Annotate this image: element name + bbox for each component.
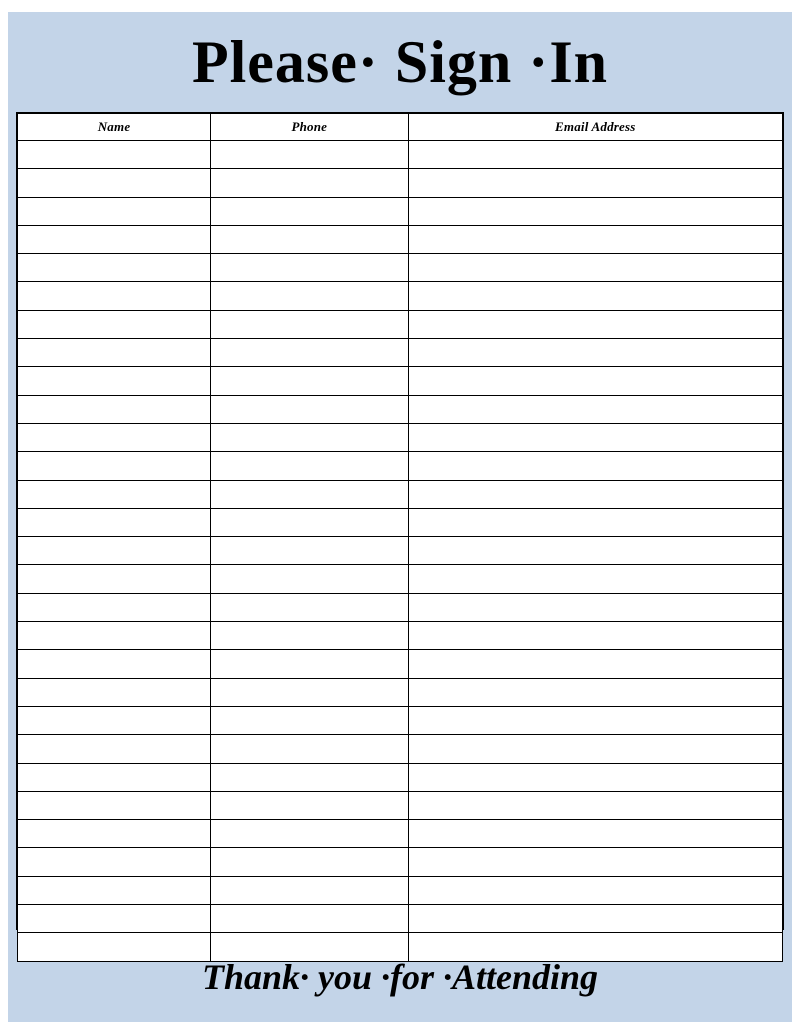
cell-phone[interactable] bbox=[211, 197, 409, 225]
cell-email[interactable] bbox=[408, 508, 782, 536]
cell-phone[interactable] bbox=[211, 678, 409, 706]
title-band bbox=[8, 12, 792, 112]
cell-email[interactable] bbox=[408, 706, 782, 734]
cell-name[interactable] bbox=[18, 791, 211, 819]
cell-email[interactable] bbox=[408, 254, 782, 282]
table-row bbox=[18, 905, 783, 933]
cell-email[interactable] bbox=[408, 395, 782, 423]
cell-email[interactable] bbox=[408, 876, 782, 904]
cell-email[interactable] bbox=[408, 537, 782, 565]
cell-phone[interactable] bbox=[211, 423, 409, 451]
cell-name[interactable] bbox=[18, 423, 211, 451]
cell-name[interactable] bbox=[18, 905, 211, 933]
cell-phone[interactable] bbox=[211, 339, 409, 367]
table-row bbox=[18, 706, 783, 734]
cell-phone[interactable] bbox=[211, 480, 409, 508]
cell-email[interactable] bbox=[408, 367, 782, 395]
cell-phone[interactable] bbox=[211, 508, 409, 536]
cell-email[interactable] bbox=[408, 480, 782, 508]
table-row bbox=[18, 650, 783, 678]
cell-email[interactable] bbox=[408, 820, 782, 848]
table-row bbox=[18, 197, 783, 225]
table-row bbox=[18, 282, 783, 310]
cell-phone[interactable] bbox=[211, 395, 409, 423]
cell-email[interactable] bbox=[408, 848, 782, 876]
table-row bbox=[18, 452, 783, 480]
cell-name[interactable] bbox=[18, 706, 211, 734]
table-row bbox=[18, 565, 783, 593]
table-row bbox=[18, 537, 783, 565]
cell-email[interactable] bbox=[408, 763, 782, 791]
cell-name[interactable] bbox=[18, 282, 211, 310]
table-row bbox=[18, 848, 783, 876]
cell-email[interactable] bbox=[408, 735, 782, 763]
cell-phone[interactable] bbox=[211, 735, 409, 763]
cell-name[interactable] bbox=[18, 339, 211, 367]
cell-phone[interactable] bbox=[211, 650, 409, 678]
cell-email[interactable] bbox=[408, 423, 782, 451]
table-row bbox=[18, 395, 783, 423]
table-row bbox=[18, 480, 783, 508]
cell-name[interactable] bbox=[18, 310, 211, 338]
cell-email[interactable] bbox=[408, 282, 782, 310]
table-row bbox=[18, 763, 783, 791]
cell-email[interactable] bbox=[408, 622, 782, 650]
table-row bbox=[18, 678, 783, 706]
cell-email[interactable] bbox=[408, 225, 782, 253]
cell-name[interactable] bbox=[18, 480, 211, 508]
column-header-name: Name bbox=[18, 114, 211, 141]
cell-name[interactable] bbox=[18, 367, 211, 395]
cell-email[interactable] bbox=[408, 339, 782, 367]
cell-phone[interactable] bbox=[211, 905, 409, 933]
cell-name[interactable] bbox=[18, 678, 211, 706]
table-row bbox=[18, 367, 783, 395]
table-row bbox=[18, 225, 783, 253]
cell-phone[interactable] bbox=[211, 225, 409, 253]
cell-phone[interactable] bbox=[211, 848, 409, 876]
cell-phone[interactable] bbox=[211, 622, 409, 650]
table-row bbox=[18, 508, 783, 536]
column-header-email: Email Address bbox=[408, 114, 782, 141]
cell-phone[interactable] bbox=[211, 367, 409, 395]
cell-email[interactable] bbox=[408, 169, 782, 197]
cell-phone[interactable] bbox=[211, 310, 409, 338]
table-header bbox=[18, 114, 783, 141]
cell-phone[interactable] bbox=[211, 452, 409, 480]
cell-phone[interactable] bbox=[211, 820, 409, 848]
cell-name[interactable] bbox=[18, 622, 211, 650]
cell-name[interactable] bbox=[18, 735, 211, 763]
cell-name[interactable] bbox=[18, 820, 211, 848]
cell-name[interactable] bbox=[18, 763, 211, 791]
cell-name[interactable] bbox=[18, 452, 211, 480]
cell-name[interactable] bbox=[18, 508, 211, 536]
cell-name[interactable] bbox=[18, 876, 211, 904]
table-row bbox=[18, 141, 783, 169]
page-title: Please· Sign ·In bbox=[191, 29, 609, 95]
cell-phone[interactable] bbox=[211, 791, 409, 819]
cell-email[interactable] bbox=[408, 650, 782, 678]
cell-email[interactable] bbox=[408, 791, 782, 819]
cell-phone[interactable] bbox=[211, 282, 409, 310]
cell-email[interactable] bbox=[408, 593, 782, 621]
cell-name[interactable] bbox=[18, 848, 211, 876]
cell-phone[interactable] bbox=[211, 706, 409, 734]
cell-name[interactable] bbox=[18, 593, 211, 621]
table-row bbox=[18, 820, 783, 848]
table-row bbox=[18, 339, 783, 367]
table-row bbox=[18, 423, 783, 451]
table-row bbox=[18, 622, 783, 650]
cell-name[interactable] bbox=[18, 565, 211, 593]
footer-band bbox=[8, 932, 792, 1022]
sign-in-table-container bbox=[16, 112, 784, 930]
footer-message: Thank· you ·for ·Attending bbox=[201, 957, 599, 997]
cell-phone[interactable] bbox=[211, 141, 409, 169]
cell-email[interactable] bbox=[408, 452, 782, 480]
table-header-row bbox=[18, 114, 783, 141]
cell-name[interactable] bbox=[18, 141, 211, 169]
cell-phone[interactable] bbox=[211, 593, 409, 621]
table-body bbox=[18, 141, 783, 962]
cell-email[interactable] bbox=[408, 197, 782, 225]
table-row bbox=[18, 735, 783, 763]
cell-email[interactable] bbox=[408, 565, 782, 593]
table-row bbox=[18, 791, 783, 819]
cell-name[interactable] bbox=[18, 254, 211, 282]
cell-name[interactable] bbox=[18, 395, 211, 423]
cell-phone[interactable] bbox=[211, 876, 409, 904]
cell-name[interactable] bbox=[18, 169, 211, 197]
cell-phone[interactable] bbox=[211, 169, 409, 197]
table-row bbox=[18, 310, 783, 338]
table-row bbox=[18, 254, 783, 282]
cell-email[interactable] bbox=[408, 678, 782, 706]
cell-phone[interactable] bbox=[211, 565, 409, 593]
cell-email[interactable] bbox=[408, 310, 782, 338]
column-header-phone: Phone bbox=[211, 114, 409, 141]
cell-name[interactable] bbox=[18, 197, 211, 225]
cell-name[interactable] bbox=[18, 537, 211, 565]
table-row bbox=[18, 169, 783, 197]
table-row bbox=[18, 593, 783, 621]
table-row bbox=[18, 876, 783, 904]
cell-name[interactable] bbox=[18, 650, 211, 678]
cell-phone[interactable] bbox=[211, 763, 409, 791]
cell-email[interactable] bbox=[408, 905, 782, 933]
cell-phone[interactable] bbox=[211, 254, 409, 282]
cell-email[interactable] bbox=[408, 141, 782, 169]
sign-in-table bbox=[17, 113, 783, 962]
cell-name[interactable] bbox=[18, 225, 211, 253]
cell-phone[interactable] bbox=[211, 537, 409, 565]
